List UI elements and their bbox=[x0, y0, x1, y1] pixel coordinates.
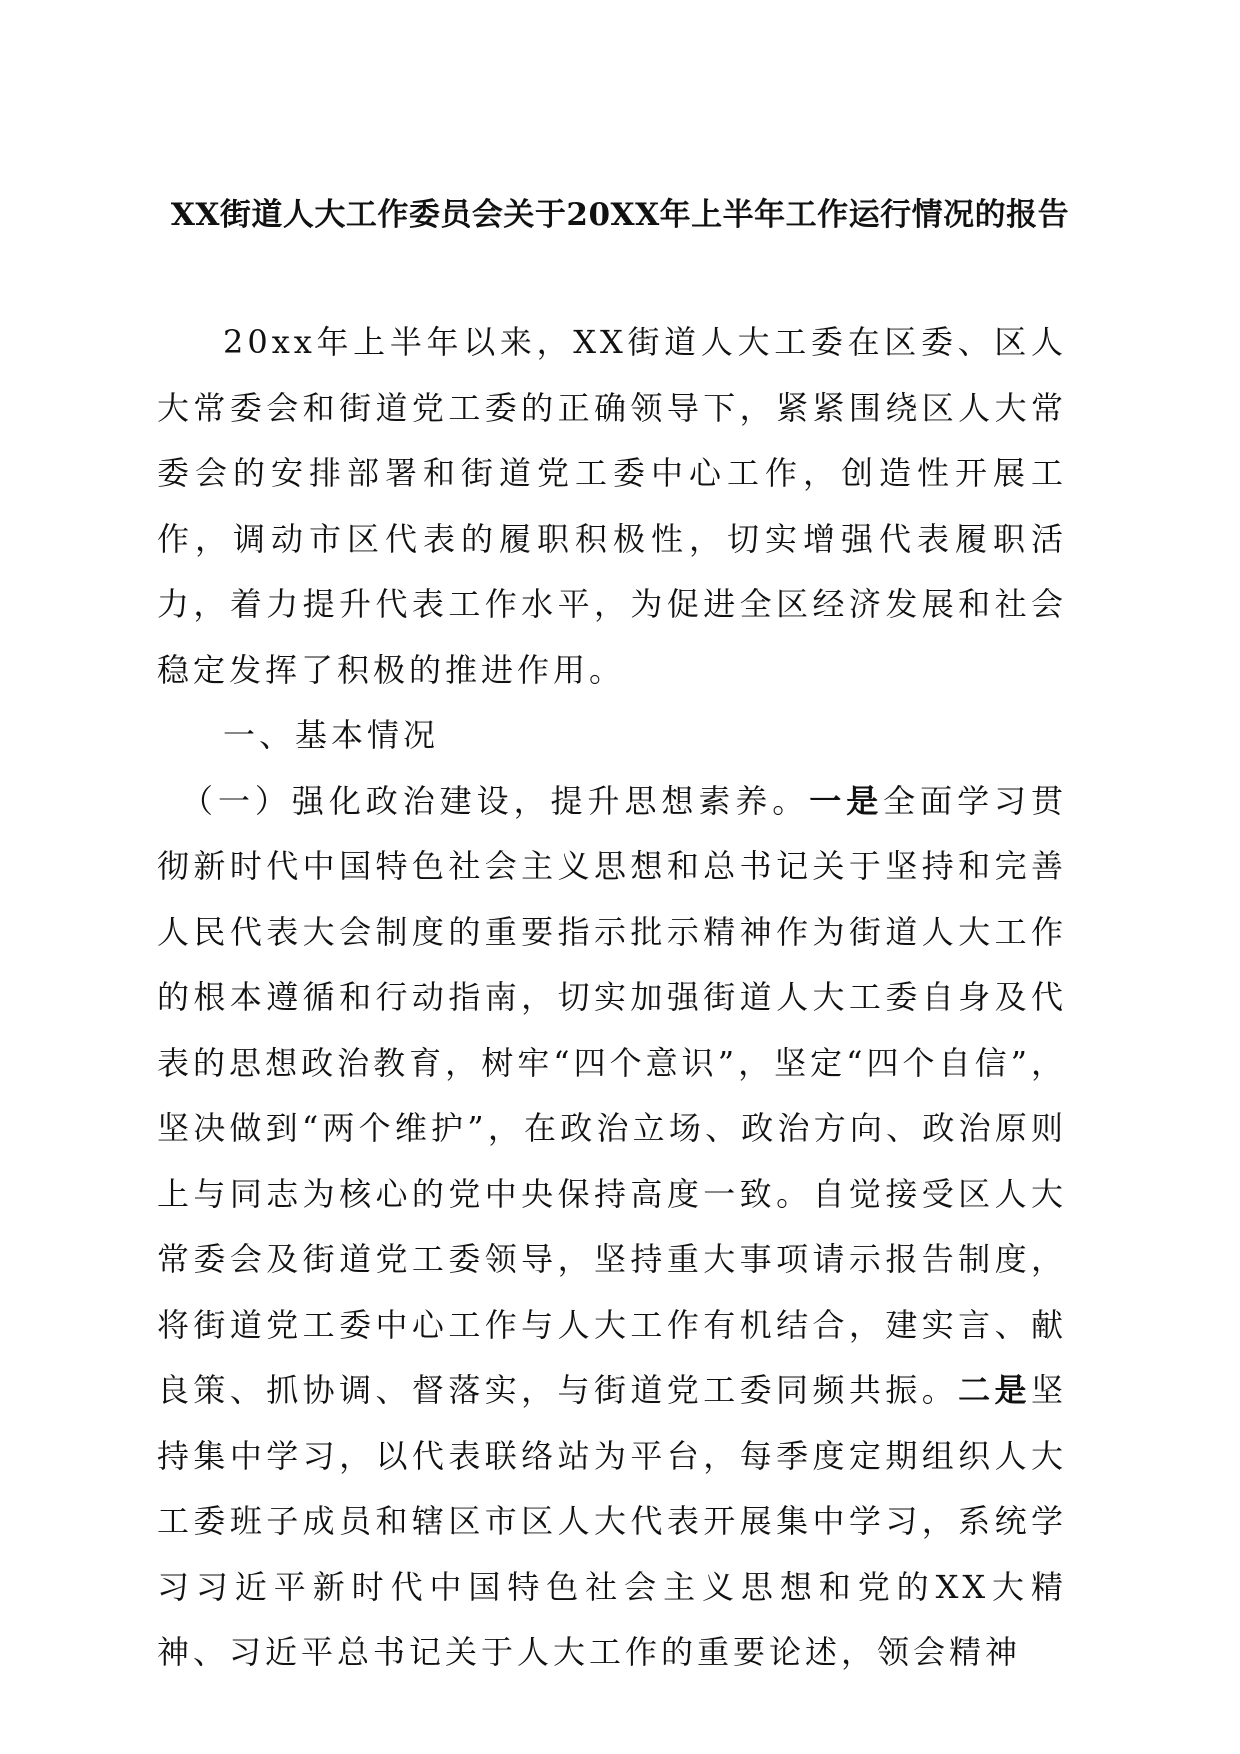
section-heading: 一、基本情况 bbox=[223, 716, 440, 754]
point-text-1: 全面学习贯彻新时代中国特色社会主义思想和总书记关于坚持和完善人民代表大会制度的重要指示批示精神作为街道人大工作的根本遵循和行动指南，切实加强街道人大工委自身及代表的思想政治教育，树牢“四个意识”，坚定“四个自信”，坚决做到“两个维护”，在政治立场、政治方向、政治原则上与同志为核心的党中央保持高度一致。自觉接受区人大常委会及街道党工委领导，坚持重大事项请示报告制度，将街道党工委中心工作与人大工作有机结合，建实言、献良策、抓协调、督落实，与街道党工委同频共振。 bbox=[157, 781, 1067, 1409]
subsection-paragraph bbox=[157, 769, 1067, 1686]
point-label-1: 一是 bbox=[809, 781, 884, 820]
document-title: XX街道人大工作委员会关于20XX年上半年工作运行情况的报告 bbox=[170, 197, 1070, 233]
intro-paragraph: 20xx年上半年以来，XX街道人大工委在区委、区人大常委会和街道党工委的正确领导下，紧紧围绕区人大常委会的安排部署和街道党工委中心工作，创造性开展工作，调动市区代表的履职积极性，切实增强代表履职活力，着力提升代表工作水平，为促进全区经济发展和社会稳定发挥了积极的推进作用。 bbox=[157, 323, 1067, 689]
point-text-2: 坚持集中学习，以代表联络站为平台，每季度定期组织人大工委班子成员和辖区市区人大代表开展集中学习，系统学习习近平新时代中国特色社会主义思想和党的XX大精神、习近平总书记关于人大工作的重要论述，领会精神 bbox=[157, 1371, 1067, 1671]
document-body bbox=[157, 310, 1067, 1686]
subsection-heading: （一）强化政治建设，提升思想素养。 bbox=[181, 781, 810, 820]
point-label-2: 二是 bbox=[958, 1371, 1031, 1409]
